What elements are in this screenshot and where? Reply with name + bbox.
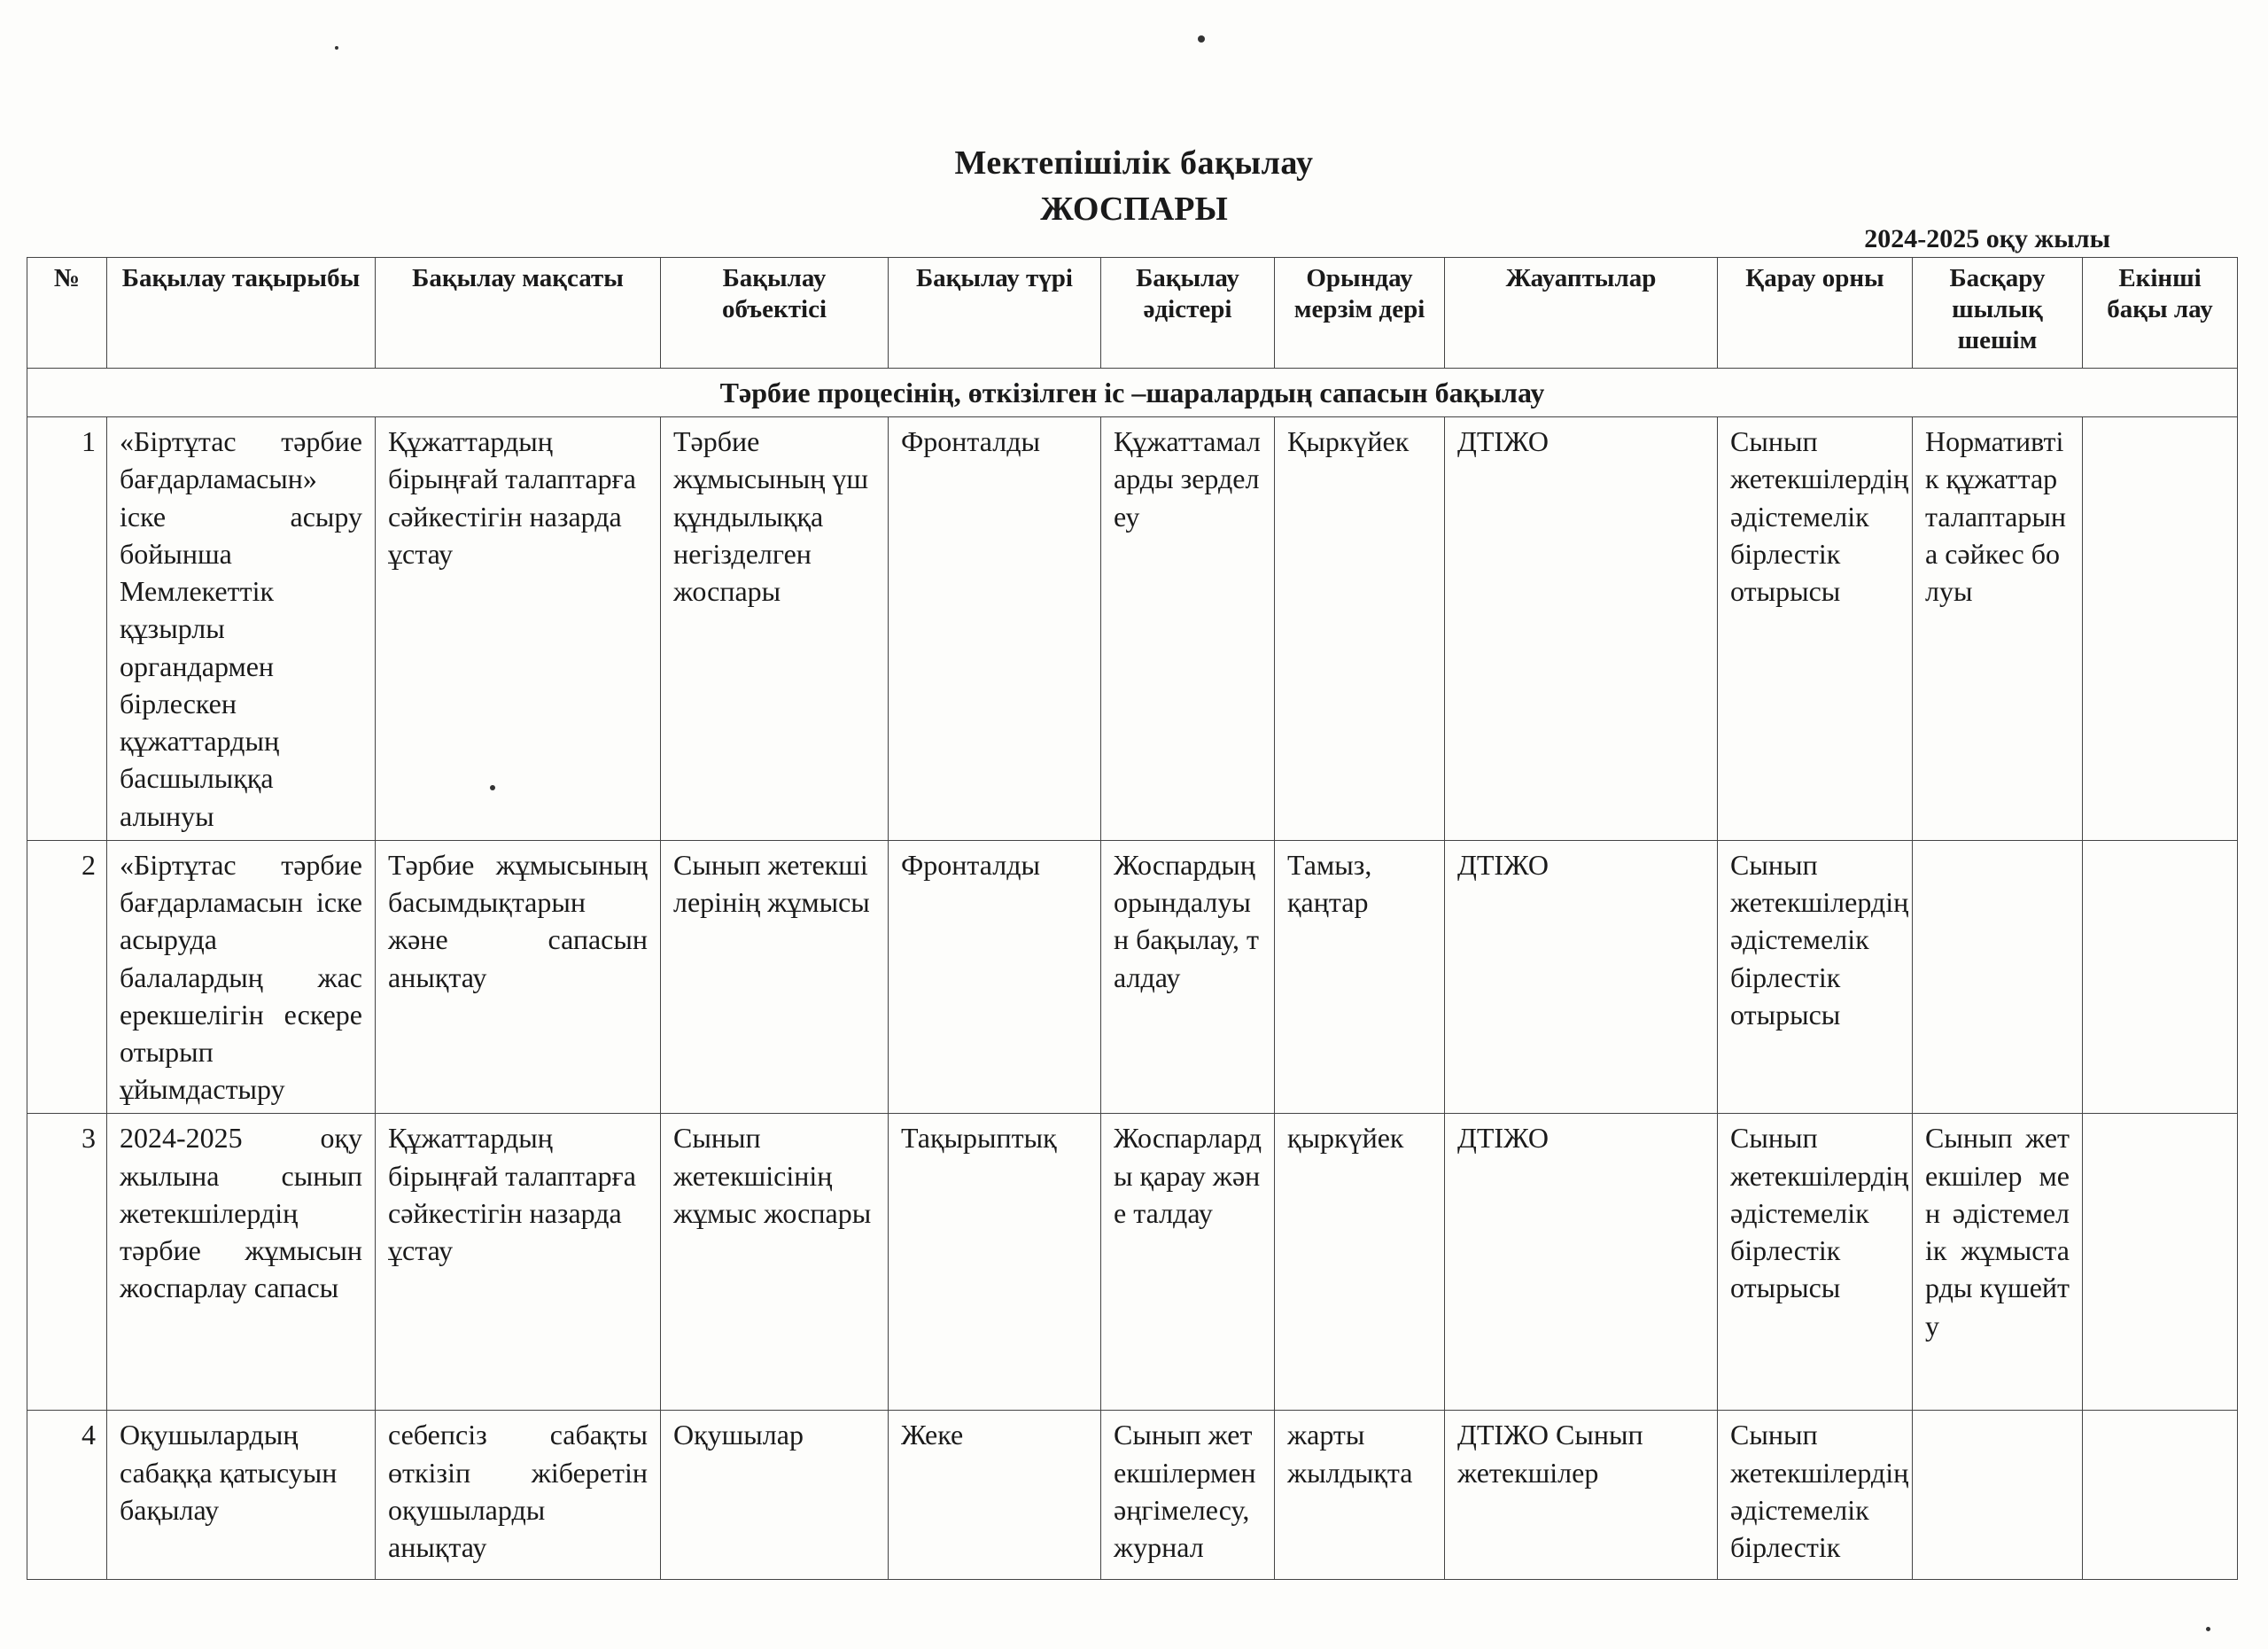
cell-object: Сынып жетекшісінің жұмыс жоспары bbox=[661, 1114, 889, 1411]
scan-speck bbox=[335, 46, 338, 50]
cell-methods: Жоспарларды қарау және талдау bbox=[1101, 1114, 1275, 1411]
cell-second-control bbox=[2083, 1411, 2238, 1580]
header-second-control: Екінші бақы лау bbox=[2083, 258, 2238, 369]
header-topic: Бақылау тақырыбы bbox=[107, 258, 376, 369]
cell-decision bbox=[1913, 840, 2083, 1114]
cell-decision: Нормативтік құжаттар талаптарына сәйкес болуы bbox=[1913, 417, 2083, 841]
header-deadline: Орындау мерзім дері bbox=[1275, 258, 1445, 369]
cell-review-place: Сынып жетекшілердің әдістемелік бірлестік отырысы bbox=[1718, 840, 1913, 1114]
header-goal: Бақылау мақсаты bbox=[376, 258, 661, 369]
cell-number: 3 bbox=[27, 1114, 107, 1411]
header-review-place: Қарау орны bbox=[1718, 258, 1913, 369]
header-responsible: Жауаптылар bbox=[1445, 258, 1718, 369]
cell-object: Сынып жетекшілерінің жұмысы bbox=[661, 840, 889, 1114]
cell-topic: «Біртұтас тәрбие бағдарламасын» іске асыру бойынша Мемлекеттік құзырлы органдармен бірлескен құжаттардың басшылыққа алынуы bbox=[107, 417, 376, 841]
title-line-1: Мектепішілік бақылау bbox=[954, 144, 1314, 182]
header-object: Бақылау объектісі bbox=[661, 258, 889, 369]
cell-type: Тақырыптық bbox=[889, 1114, 1101, 1411]
cell-goal: Құжаттардың бірыңғай талаптарға сәйкестігін назарда ұстау bbox=[376, 1114, 661, 1411]
cell-topic: Оқушылардың сабаққа қатысуын бақылау bbox=[107, 1411, 376, 1580]
header-number: № bbox=[27, 258, 107, 369]
cell-type: Фронталды bbox=[889, 840, 1101, 1114]
title-line-2: ЖОСПАРЫ bbox=[1040, 191, 1228, 228]
scan-speck bbox=[1198, 35, 1205, 43]
cell-methods: Құжаттамаларды зерделеу bbox=[1101, 417, 1275, 841]
cell-second-control bbox=[2083, 840, 2238, 1114]
cell-review-place: Сынып жетекшілердің әдістемелік бірлестік bbox=[1718, 1411, 1913, 1580]
table-row bbox=[27, 1411, 2238, 1580]
cell-second-control bbox=[2083, 1114, 2238, 1411]
table-row bbox=[27, 1114, 2238, 1411]
cell-goal: Құжаттардың бірыңғай талаптарға сәйкестігін назарда ұстау bbox=[376, 417, 661, 841]
section-row bbox=[27, 369, 2238, 417]
cell-goal: Тәрбие жұмысының басымдықтарын және сапасын анықтау bbox=[376, 840, 661, 1114]
table-header-row bbox=[27, 258, 2238, 369]
cell-object: Тәрбие жұмысының үш құндылыққа негізделген жоспары bbox=[661, 417, 889, 841]
scan-speck bbox=[2206, 1627, 2210, 1631]
cell-decision bbox=[1913, 1411, 2083, 1580]
cell-methods: Сынып жетекшілермен әңгімелесу,журнал bbox=[1101, 1411, 1275, 1580]
cell-goal: себепсіз сабақты өткізіп жіберетін оқушыларды анықтау bbox=[376, 1411, 661, 1580]
cell-deadline: жарты жылдықта bbox=[1275, 1411, 1445, 1580]
cell-number: 2 bbox=[27, 840, 107, 1114]
cell-deadline: Қыркүйек bbox=[1275, 417, 1445, 841]
cell-responsible: ДТІЖО bbox=[1445, 417, 1718, 841]
cell-number: 1 bbox=[27, 417, 107, 841]
cell-deadline: қыркүйек bbox=[1275, 1114, 1445, 1411]
cell-methods: Жоспардың орындалуын бақылау, талдау bbox=[1101, 840, 1275, 1114]
header-methods: Бақылау әдістері bbox=[1101, 258, 1275, 369]
cell-topic: «Біртұтас тәрбие бағдарламасын іске асыруда балалардың жас ерекшелігін ескере отырып ұйымдастыру bbox=[107, 840, 376, 1114]
cell-topic: 2024-2025 оқу жылына сынып жетекшілердің тәрбие жұмысын жоспарлау сапасы bbox=[107, 1114, 376, 1411]
control-plan-table bbox=[27, 257, 2237, 1580]
cell-type: Жеке bbox=[889, 1411, 1101, 1580]
cell-responsible: ДТІЖО bbox=[1445, 840, 1718, 1114]
cell-deadline: Тамыз, қаңтар bbox=[1275, 840, 1445, 1114]
cell-object: Оқушылар bbox=[661, 1411, 889, 1580]
cell-number: 4 bbox=[27, 1411, 107, 1580]
academic-year: 2024-2025 оқу жылы bbox=[1864, 224, 2110, 253]
cell-type: Фронталды bbox=[889, 417, 1101, 841]
cell-responsible: ДТІЖО bbox=[1445, 1114, 1718, 1411]
cell-decision: Сынып жетекшілер мен әдістемелік жұмыстарды күшейту bbox=[1913, 1114, 2083, 1411]
header-decision: Басқару шылық шешім bbox=[1913, 258, 2083, 369]
table-row bbox=[27, 840, 2238, 1114]
cell-review-place: Сынып жетекшілердің әдістемелік бірлестік отырысы bbox=[1718, 417, 1913, 841]
table-row bbox=[27, 417, 2238, 841]
cell-second-control bbox=[2083, 417, 2238, 841]
cell-responsible: ДТІЖО Сынып жетекшілер bbox=[1445, 1411, 1718, 1580]
cell-review-place: Сынып жетекшілердің әдістемелік бірлестік отырысы bbox=[1718, 1114, 1913, 1411]
section-title: Тәрбие процесінің, өткізілген іс –шаралардың сапасын бақылау bbox=[27, 369, 2238, 417]
header-type: Бақылау түрі bbox=[889, 258, 1101, 369]
